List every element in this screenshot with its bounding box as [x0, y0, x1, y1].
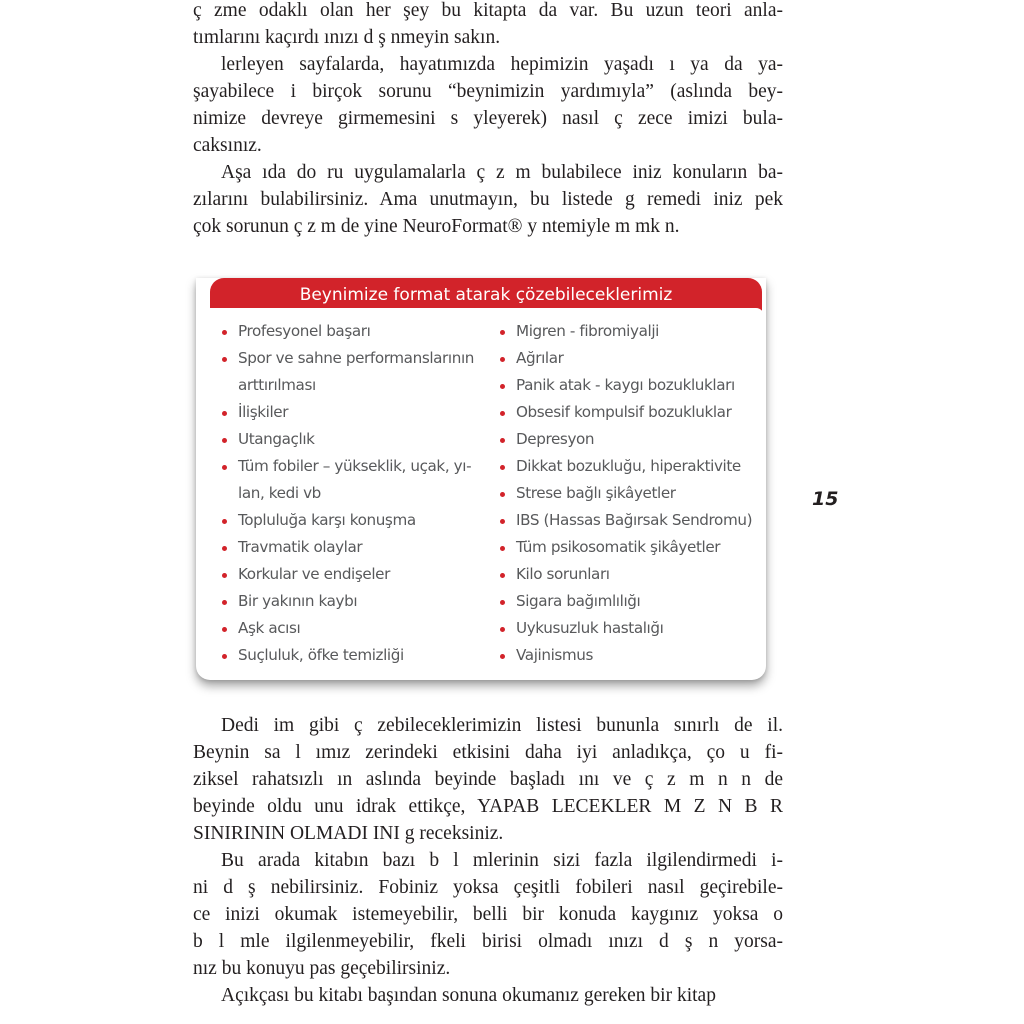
paragraph [193, 159, 783, 240]
list-item [496, 615, 764, 642]
paragraph [193, 712, 783, 847]
list-item [218, 399, 488, 426]
text-line: Aşa ıda do ru uygulamalarla ç z m bulabilece iniz konuların ba- [221, 162, 783, 183]
text-line: tımlarını kaçırdı ınızı d ş nmeyin sakın. [193, 27, 501, 48]
text-line: Açıkçası bu kitabı başından sonuna okumanız gereken bir kitap [221, 985, 716, 1006]
bullet-icon [500, 465, 505, 470]
list-item-text: Travmatik olaylar [238, 538, 363, 556]
list-item-text: İlişkiler [238, 403, 289, 421]
text-line: nimize devreye girmemesini s yleyerek) nasıl ç zece imizi bula- [193, 108, 783, 129]
list-item [218, 453, 488, 507]
list-item-text: Uykusuzluk hastalığı [516, 619, 664, 637]
list-item [218, 318, 488, 345]
list-item-text: arttırılması [238, 376, 316, 394]
page-number: 15 [812, 488, 839, 510]
list-item [218, 345, 488, 399]
text-line: b l mle ilgilenmeyebilir, fkeli birisi olmadı ınızı d ş n yorsa- [193, 931, 783, 952]
list-item [218, 588, 488, 615]
solutions-box [196, 278, 766, 680]
text-line: ce inizi okumak istemeyebilir, belli bir konuda kaygınız yoksa o [193, 904, 783, 925]
bullet-icon [500, 438, 505, 443]
list-item [218, 534, 488, 561]
list-item-text: Bir yakının kaybı [238, 592, 358, 610]
bullet-icon [222, 627, 227, 632]
bullet-icon [500, 384, 505, 389]
box-body [196, 308, 764, 674]
text-line: Beynin sa l ımız zerindeki etkisini daha iyi anladıkça, ço u fi- [193, 742, 783, 763]
paragraph [193, 982, 783, 1009]
list-item [496, 588, 764, 615]
bullet-icon [500, 654, 505, 659]
list-item-text: IBS (Hassas Bağırsak Sendromu) [516, 511, 753, 529]
text-line: ziksel rahatsızlı ın aslında beyinde başladı ını ve ç z m n n de [193, 769, 783, 790]
list-item-text: Vajinismus [516, 646, 594, 664]
top-body-text [193, 0, 783, 240]
bullet-icon [222, 573, 227, 578]
text-line: ni d ş nebilirsiniz. Fobiniz yoksa çeşitli fobileri nasıl geçirebile- [193, 877, 783, 898]
bullet-icon [222, 411, 227, 416]
list-item [218, 615, 488, 642]
list-item [496, 561, 764, 588]
list-item [496, 426, 764, 453]
list-item-text: Korkular ve endişeler [238, 565, 390, 583]
paragraph [193, 51, 783, 159]
list-item-text: Spor ve sahne performanslarının [238, 349, 474, 367]
list-item-text: Sigara bağımlılığı [516, 592, 641, 610]
list-item [496, 534, 764, 561]
list-item [218, 426, 488, 453]
bullet-icon [500, 357, 505, 362]
list-item [496, 372, 764, 399]
list-item-text: Obsesif kompulsif bozukluklar [516, 403, 732, 421]
bullet-icon [222, 330, 227, 335]
list-item-text: Tüm psikosomatik şikâyetler [516, 538, 721, 556]
list-item [218, 642, 488, 669]
bullet-icon [222, 438, 227, 443]
text-line: SINIRININ OLMADI INI g receksiniz. [193, 823, 504, 844]
list-item-text: Topluluğa karşı konuşma [238, 511, 416, 529]
list-item [218, 507, 488, 534]
list-item [496, 345, 764, 372]
bullet-icon [500, 330, 505, 335]
right-list [496, 318, 764, 669]
text-line: lerleyen sayfalarda, hayatımızda hepimizin yaşadı ı ya da ya- [221, 54, 783, 75]
bullet-icon [222, 600, 227, 605]
list-item [496, 399, 764, 426]
text-line: Bu arada kitabın bazı b l mlerinin sizi fazla ilgilendirmedi i- [221, 850, 783, 871]
bullet-icon [500, 519, 505, 524]
text-line: ç zme odaklı olan her şey bu kitapta da var. Bu uzun teori anla- [193, 0, 783, 21]
bullet-icon [500, 546, 505, 551]
text-line: şayabilece i birçok sorunu “beynimizin yardımıyla” (aslında bey- [193, 81, 783, 102]
list-item [496, 480, 764, 507]
list-item [496, 642, 764, 669]
bullet-icon [222, 654, 227, 659]
bullet-icon [222, 519, 227, 524]
bottom-body-text [193, 712, 783, 1009]
text-line: caksınız. [193, 135, 262, 156]
list-item-text: Tüm fobiler – yükseklik, uçak, yı- [238, 457, 472, 475]
list-item-text: lan, kedi vb [238, 484, 321, 502]
text-line: nız bu konuyu pas geçebilirsiniz. [193, 958, 451, 979]
text-line: zılarını bulabilirsiniz. Ama unutmayın, bu listede g remedi iniz pek [193, 189, 783, 210]
list-item-text: Suçluluk, öfke temizliği [238, 646, 404, 664]
bullet-icon [222, 546, 227, 551]
list-item [496, 453, 764, 480]
list-item-text: Utangaçlık [238, 430, 315, 448]
paragraph [193, 847, 783, 982]
list-item-text: Migren - fibromiyalji [516, 322, 659, 340]
list-item-text: Dikkat bozukluğu, hiperaktivite [516, 457, 741, 475]
text-line: Dedi im gibi ç zebileceklerimizin listesi bununla sınırlı de il. [221, 715, 783, 736]
paragraph [193, 0, 783, 51]
list-item [496, 507, 764, 534]
list-item-text: Kilo sorunları [516, 565, 610, 583]
bullet-icon [500, 492, 505, 497]
list-item-text: Aşk acısı [238, 619, 301, 637]
bullet-icon [500, 573, 505, 578]
list-item-text: Strese bağlı şikâyetler [516, 484, 676, 502]
list-item-text: Panik atak - kaygı bozuklukları [516, 376, 735, 394]
bullet-icon [500, 600, 505, 605]
text-line: beyinde oldu unu idrak ettikçe, YAPAB LECEKLER M Z N B R [193, 796, 783, 817]
bullet-icon [222, 357, 227, 362]
bullet-icon [500, 627, 505, 632]
text-line: çok sorunun ç z m de yine NeuroFormat® y ntemiyle m mk n. [193, 216, 680, 237]
bullet-icon [500, 411, 505, 416]
left-list [218, 318, 488, 669]
list-item-text: Ağrılar [516, 349, 564, 367]
bullet-icon [222, 465, 227, 470]
list-item-text: Depresyon [516, 430, 595, 448]
list-item-text: Profesyonel başarı [238, 322, 371, 340]
list-item [218, 561, 488, 588]
list-item [496, 318, 764, 345]
box-title: Beynimize format atarak çözebileceklerimiz [210, 278, 762, 312]
